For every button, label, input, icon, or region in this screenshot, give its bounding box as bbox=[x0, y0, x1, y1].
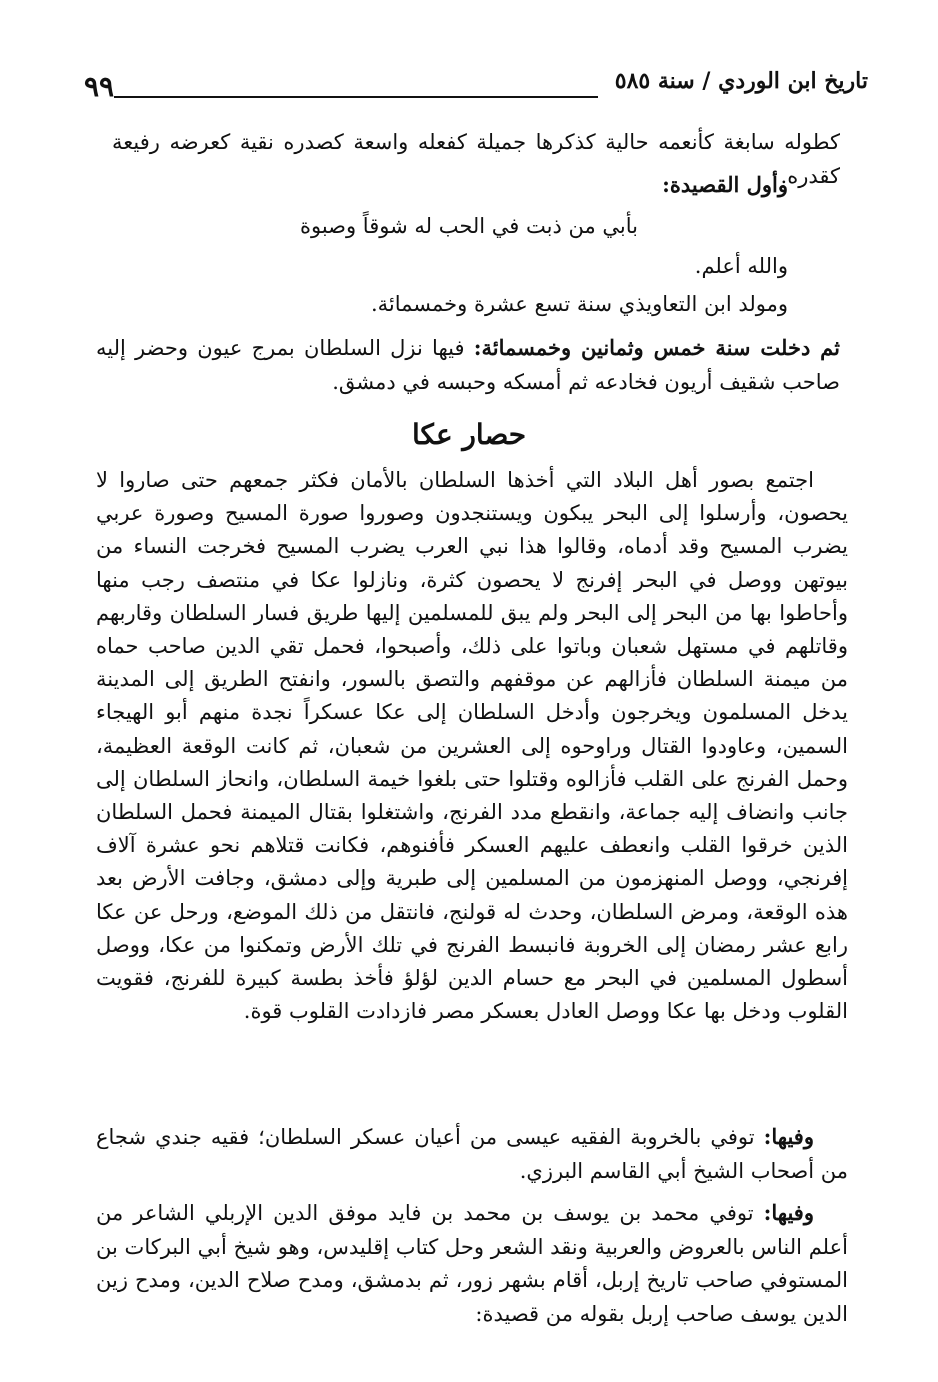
death-entry-2-label: وفيها: bbox=[763, 1200, 814, 1225]
year-entry-text: فيها نزل السلطان بمرج عيون وحضر إليه صاحب شقيف أريون فخادعه ثم أمسكه وحبسه في دمشق. bbox=[96, 336, 840, 394]
page-number: ٩٩ bbox=[84, 70, 115, 103]
death-entry-2-text: توفي محمد بن يوسف بن محمد بن فايد موفق الدين الإربلي الشاعر من أعلم الناس بالعروض والعربية ونقد الشعر وحل كتاب إقليدس، وهو شيخ أبي البركات بن المستوفي صاحب تاريخ إربل، أقام بشهر زور، ثم بدمشق، ومدح صلاح الدين، ومدح زين الدين يوسف صاحب إربل بقوله من قصيدة: bbox=[96, 1201, 848, 1326]
poem-verse: بأبي من ذبت في الحب له شوقاً وصبوة bbox=[299, 214, 638, 238]
death-entry-1-label: وفيها: bbox=[763, 1124, 814, 1149]
siege-paragraph-text: اجتمع بصور أهل البلاد التي أخذها السلطان بالأمان فكثر جمعهم حتى صاروا لا يحصون، وأرسلوا إلى البحر يبكون ويستنجدون وصوروا صورة المسيح وصورة عربي يضرب المسيح وقد أدماه، وقالوا هذا نبي العرب يضرب المسيح فخرجت النساء من بيوتهن ووصل في البحر إفرنج لا يحصون كثرة، ونازلوا عكا في منتصف رجب منها وأحاطوا بها من البحر إلى البحر ولم يبق للمسلمين إليها طريق فسار السلطان وقاربهم وقاتلهم في مستهل شعبان وباتوا على ذلك، وأصبحوا، فحمل تقي الدين صاحب حماه من ميمنة السلطان فأزالهم عن موقفهم والتصق بالسور، وانفتح الطريق إلى المدينة يدخل المسلمون ويخرجون وأدخل السلطان إلى عكا عسكراً نجدة منهم أبو الهيجاء السمين، وعاودوا القتال وراوحوه إلى العشرين من شعبان، ثم كانت الوقعة العظيمة، وحمل الفرنج على القلب فأزالوه وقتلوا حتى بلغوا خيمة السلطان، وانحاز السلطان إلى جانب وانضاف إليه جماعة، وانقطع مدد الفرنج، واشتغلوا بقتال الميمنة فحمل السلطان الذين خرقوا القلب وانعطف عليهم العسكر فأفنوهم، فكانت قتلاهم نحو عشرة آلاف إفرنجي، ووصل المنهزمون من المسلمين إلى طبرية وإلى دمشق، وجافت الأرض بعد هذه الوقعة، ومرض السلطان، وحدث له قولنج، فانتقل من ذلك الموضع، ورحل عن عكا رابع عشر رمضان إلى الخروبة فانبسط الفرنج في تلك الأرض وتمكنوا من عكا، ووصل أسطول المسلمين في البحر مع حسام الدين لؤلؤ فأخذ بطسة كبيرة للفرنج، فقويت القلوب ودخل بها عكا ووصل العادل بعسكر مصر فازدادت القلوب قوة. bbox=[96, 468, 848, 1024]
section-heading: حصار عكا bbox=[411, 418, 527, 451]
poem-intro-label: وأول القصيدة: bbox=[662, 172, 788, 197]
intro-line-text: كطوله سابغة كأنعمه حالية كذكرها جميلة كفعله واسعة كصدره نقية كعرضه رفيعة كقدره. bbox=[112, 130, 840, 188]
death-entry-2 bbox=[96, 1196, 848, 1331]
birth-note: ومولد ابن التعاويذي سنة تسع عشرة وخمسمائة. bbox=[370, 292, 788, 316]
header-rule bbox=[114, 96, 598, 98]
death-entry-1 bbox=[96, 1120, 848, 1188]
siege-paragraph bbox=[96, 464, 848, 1028]
year-entry-label: ثم دخلت سنة خمس وثمانين وخمسمائة: bbox=[473, 335, 840, 360]
page-header bbox=[80, 66, 868, 106]
year-entry bbox=[96, 331, 840, 399]
running-title: تاريخ ابن الوردي / سنة ٥٨٥ bbox=[614, 68, 868, 94]
allah-alam: والله أعلم. bbox=[694, 254, 788, 278]
death-entry-1-text: توفي بالخروبة الفقيه عيسى من أعيان عسكر السلطان؛ فقيه جندي شجاع من أصحاب الشيخ أبي القاسم البرزي. bbox=[96, 1125, 848, 1183]
